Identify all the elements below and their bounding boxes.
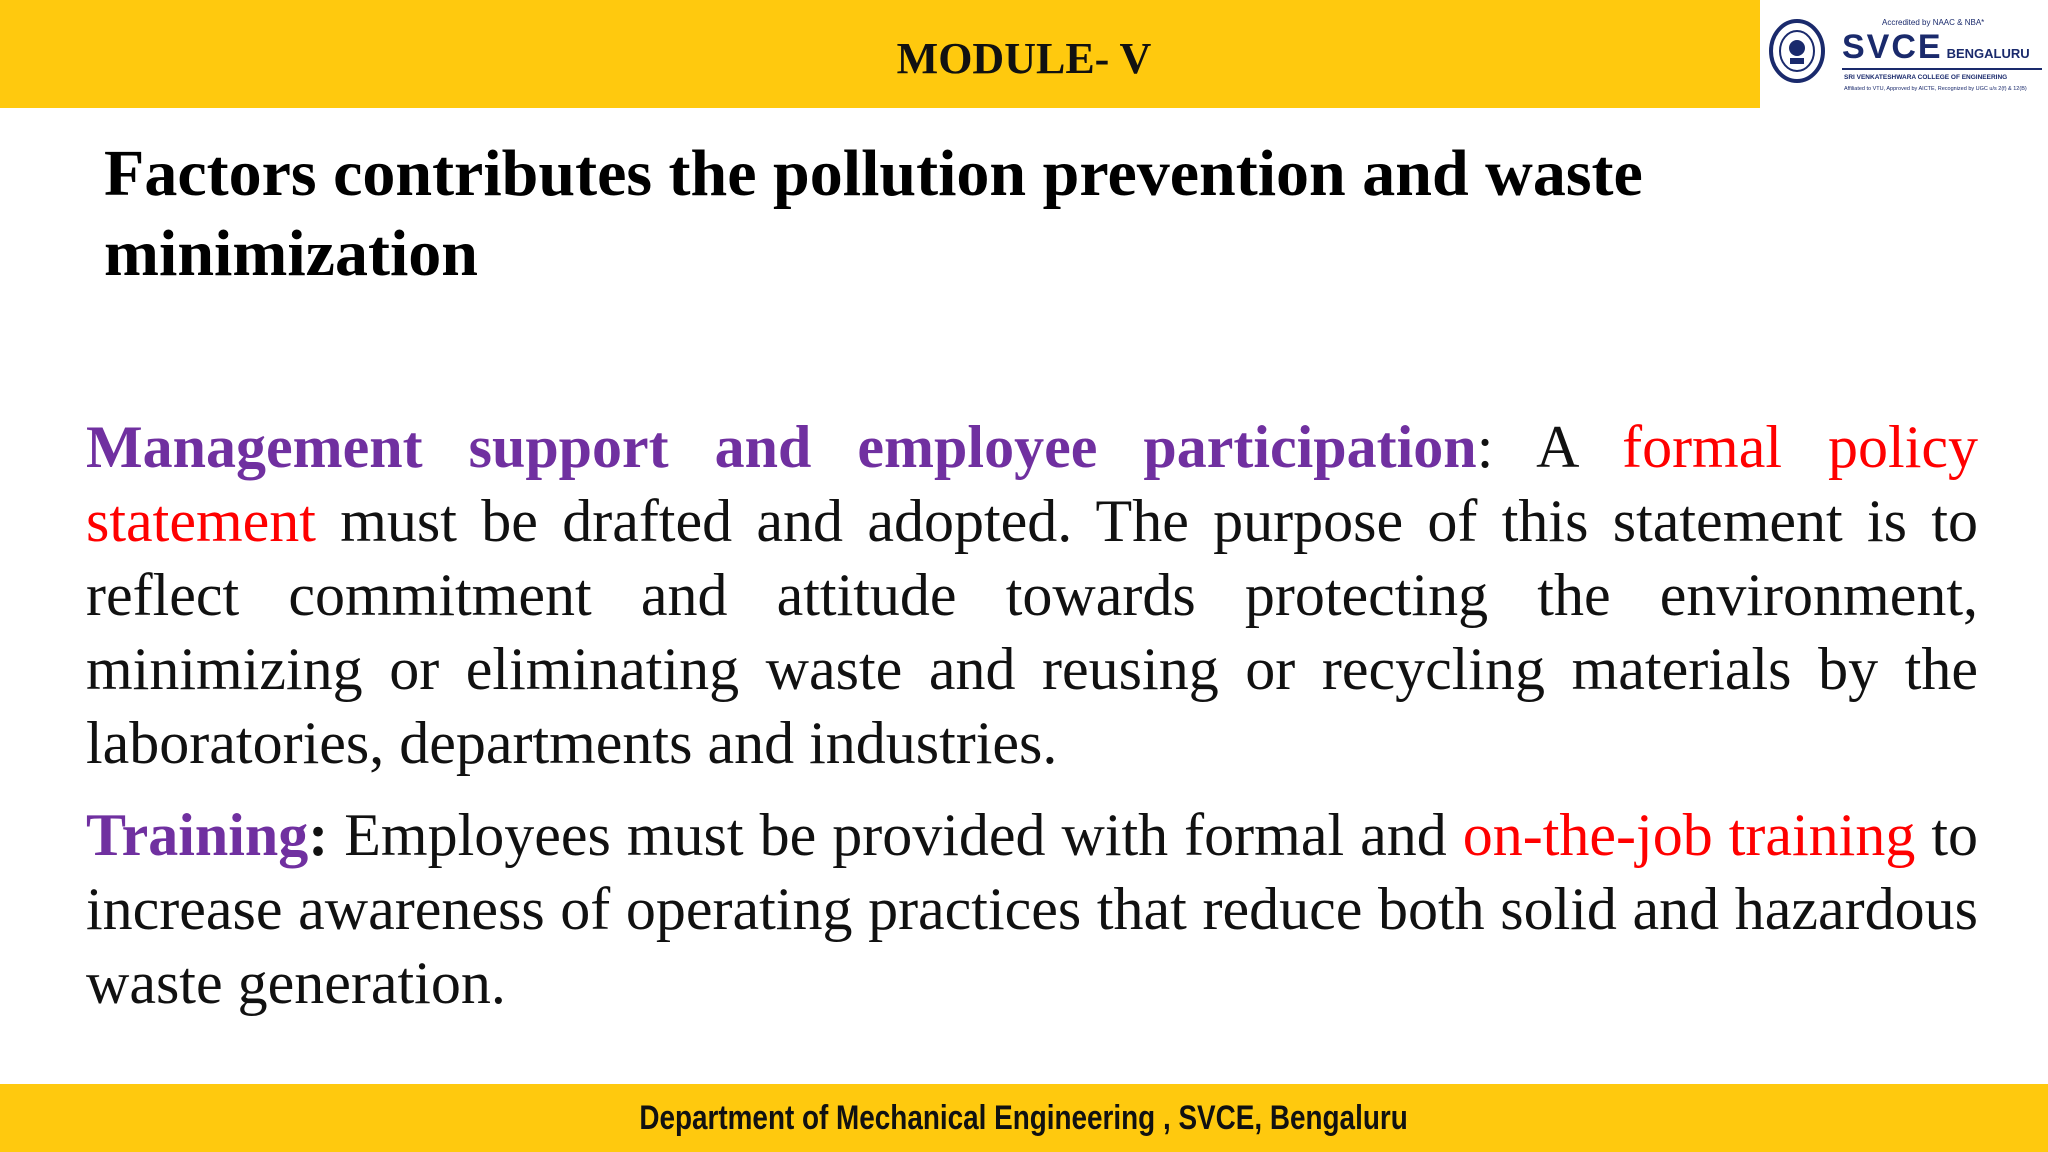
slide-heading: Factors contributes the pollution prevention and waste minimization: [104, 137, 1643, 290]
logo-name: SVCE: [1842, 28, 1943, 66]
logo-full-name: SRI VENKATESHWARA COLLEGE OF ENGINEERING: [1844, 74, 2008, 81]
term-training: Training: [86, 802, 309, 868]
paragraph-management-support: [86, 410, 1978, 780]
footer-band: [0, 1084, 2048, 1152]
footer-text: Department of Mechanical Engineering , SVCE, Bengaluru: [639, 1098, 1409, 1137]
logo-wordmark: [1842, 28, 2030, 67]
term-separator: :: [1476, 414, 1537, 480]
logo-divider: [1842, 68, 2042, 70]
college-seal-icon: [1768, 18, 1826, 84]
term-separator: :: [308, 802, 345, 868]
paragraph-text-before: Employees must be provided with formal and: [344, 802, 1463, 868]
logo-accreditation: Accredited by NAAC & NBA*: [1882, 18, 1985, 27]
paragraph-text-before: A: [1536, 414, 1623, 480]
highlight-policy-statement: formal policy statement: [86, 414, 1979, 554]
logo-affiliation: Affiliated to VTU, Approved by AICTE, Recognized by UGC u/s 2(f) & 12(B): [1844, 86, 2027, 92]
logo-city: BENGALURU: [1946, 46, 2030, 61]
college-logo: [1760, 0, 2048, 108]
term-management-support: Management support and employee participation: [86, 414, 1477, 480]
module-title: [0, 0, 2048, 116]
paragraph-training: [86, 798, 1978, 1020]
highlight-on-the-job-training: on-the-job training: [1462, 802, 1916, 868]
paragraph-text-after: must be drafted and adopted. The purpose of this statement is to reflect commitment and attitude towards protecting the environment, minimizing or eliminating waste and reusing or recycling materials by the laboratories, departments and industries.: [86, 488, 1978, 776]
module-title-text: MODULE- V: [896, 33, 1152, 83]
paragraph-text-after: to increase awareness of operating practices that reduce both solid and hazardous waste generation.: [86, 802, 1979, 1016]
